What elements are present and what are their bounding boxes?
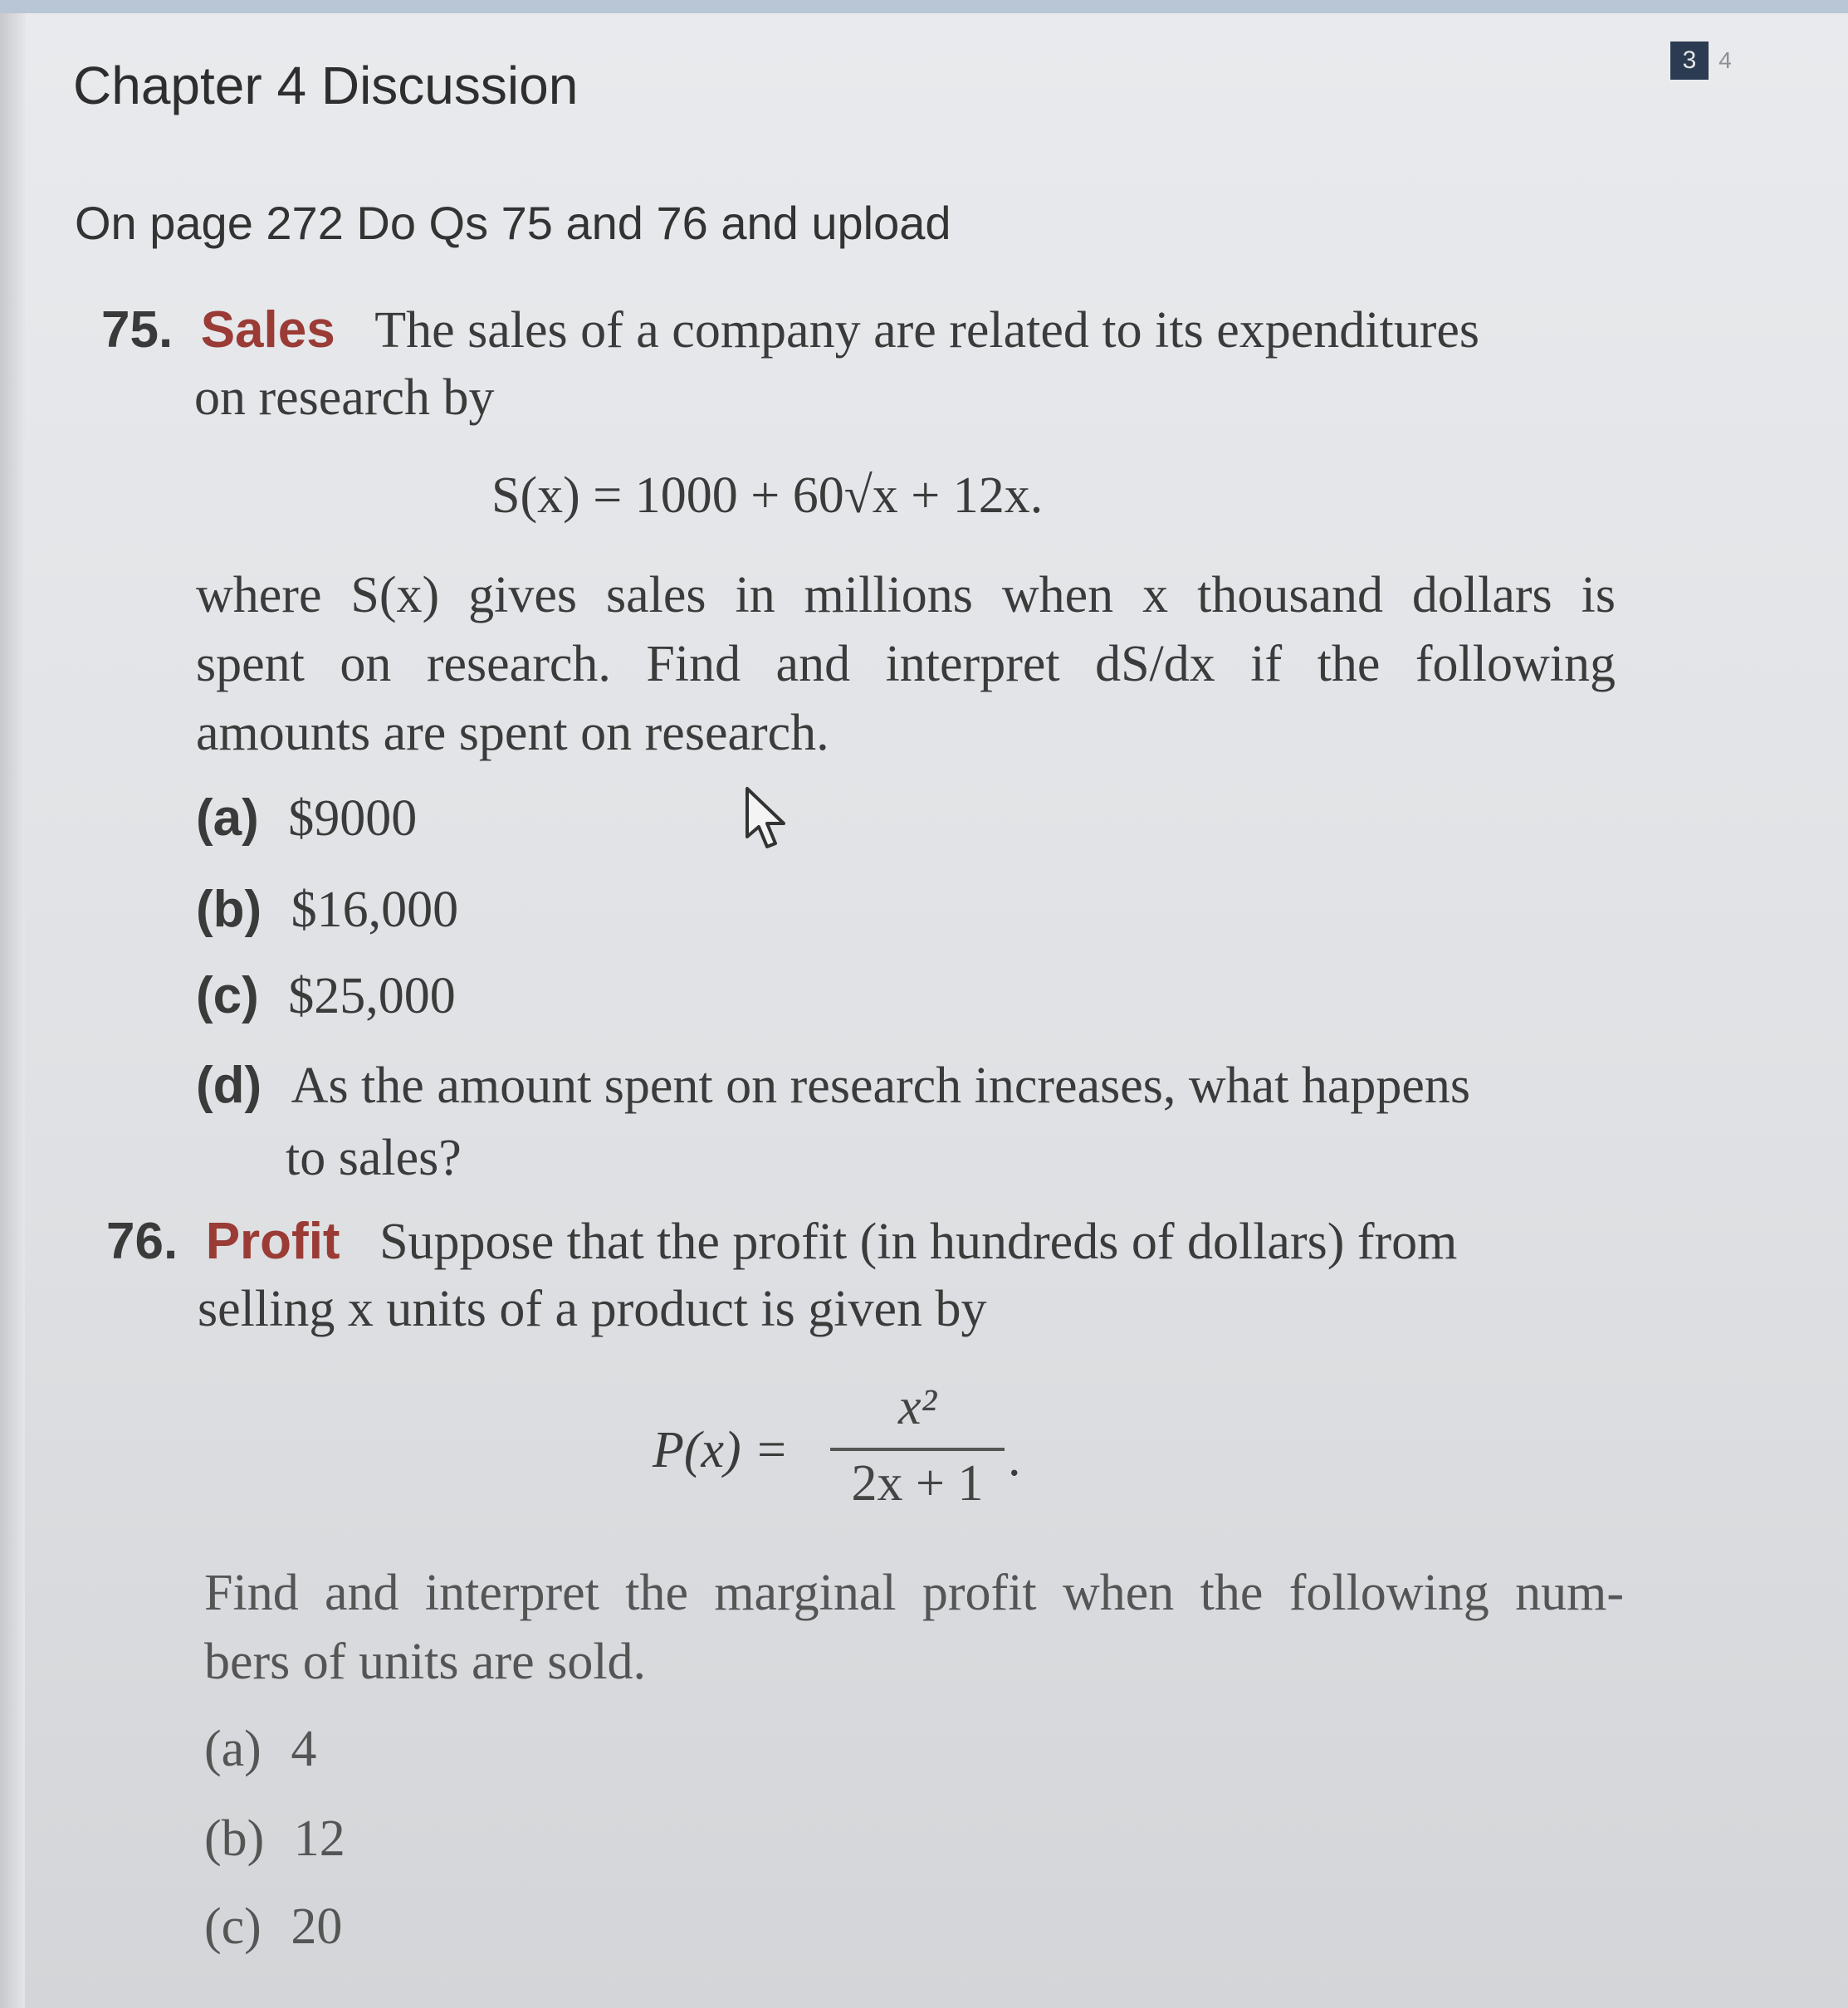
q75-topic: Sales <box>200 301 335 359</box>
page-next-button[interactable]: 4 <box>1718 47 1732 73</box>
q76-equation-lhs: P(x) = <box>653 1422 790 1478</box>
page-left-edge <box>0 13 25 2008</box>
q76-number: 76. <box>106 1213 178 1270</box>
q76-denominator: 2x + 1 <box>851 1455 984 1512</box>
q76-part-b <box>204 1810 345 1869</box>
fraction-bar <box>830 1448 1005 1451</box>
page-current-button[interactable]: 3 <box>1670 42 1709 80</box>
q75-line1: The sales of a company are related to its expenditures <box>374 302 1479 359</box>
page-indicator <box>1670 42 1742 80</box>
q75-part-d-text: As the amount spent on research increases, what happens <box>291 1058 1471 1114</box>
q75-part-c-label: (c) <box>196 967 259 1024</box>
q75-line2: on research by <box>194 369 495 426</box>
assignment-instruction: On page 272 Do Qs 75 and 76 and upload <box>75 197 951 249</box>
q76-para1: Find and interpret the marginal profit when the following num- <box>204 1565 1624 1621</box>
q75-part-d <box>196 1056 1470 1116</box>
q75-part-b-label: (b) <box>196 881 262 938</box>
q76-part-c <box>204 1898 342 1957</box>
q75-part-a-label: (a) <box>196 789 259 847</box>
q76-equation-end: . <box>1008 1430 1021 1487</box>
q75-part-d-label: (d) <box>196 1057 262 1114</box>
q76-para2: bers of units are sold. <box>204 1634 647 1690</box>
q75-part-c-text: $25,000 <box>288 968 456 1024</box>
q76-fraction <box>830 1378 1005 1513</box>
q75-para2: spent on research. Find and interpret dS/dx if the following <box>196 636 1616 692</box>
mouse-pointer-icon <box>744 785 802 860</box>
q75-part-a <box>196 789 417 848</box>
q75-number: 75. <box>101 301 174 359</box>
q75-part-b <box>196 880 458 940</box>
q75-part-c <box>196 966 456 1026</box>
q76-line2: selling x units of a product is given by <box>198 1281 987 1337</box>
q76-numerator: x² <box>897 1379 937 1435</box>
q76-part-c-text: 20 <box>291 1898 343 1955</box>
q75-equation: S(x) = 1000 + 60√x + 12x. <box>491 467 1044 524</box>
q76-line1: Suppose that the profit (in hundreds of dollars) from <box>379 1214 1458 1270</box>
q76-part-a-label: (a) <box>204 1721 262 1777</box>
q76-part-c-label: (c) <box>204 1898 262 1955</box>
top-bar <box>0 0 1848 13</box>
q76-para <box>204 1564 1624 1692</box>
q75-para <box>196 566 1616 763</box>
page-title: Chapter 4 Discussion <box>73 56 579 115</box>
q75-first-line <box>101 300 1479 360</box>
q75-part-a-text: $9000 <box>288 790 418 847</box>
q76-part-b-text: 12 <box>293 1810 345 1867</box>
q76-part-a-text: 4 <box>291 1721 317 1777</box>
q75-para1: where S(x) gives sales in millions when x thousand dollars is <box>196 567 1616 623</box>
q76-topic: Profit <box>205 1213 340 1270</box>
q75-part-d-text2: to sales? <box>286 1130 462 1186</box>
q75-part-b-text: $16,000 <box>291 882 459 938</box>
q75-para3: amounts are spent on research. <box>196 705 829 761</box>
q76-first-line <box>106 1212 1457 1272</box>
q76-part-a <box>204 1720 316 1779</box>
q76-part-b-label: (b) <box>204 1810 265 1867</box>
